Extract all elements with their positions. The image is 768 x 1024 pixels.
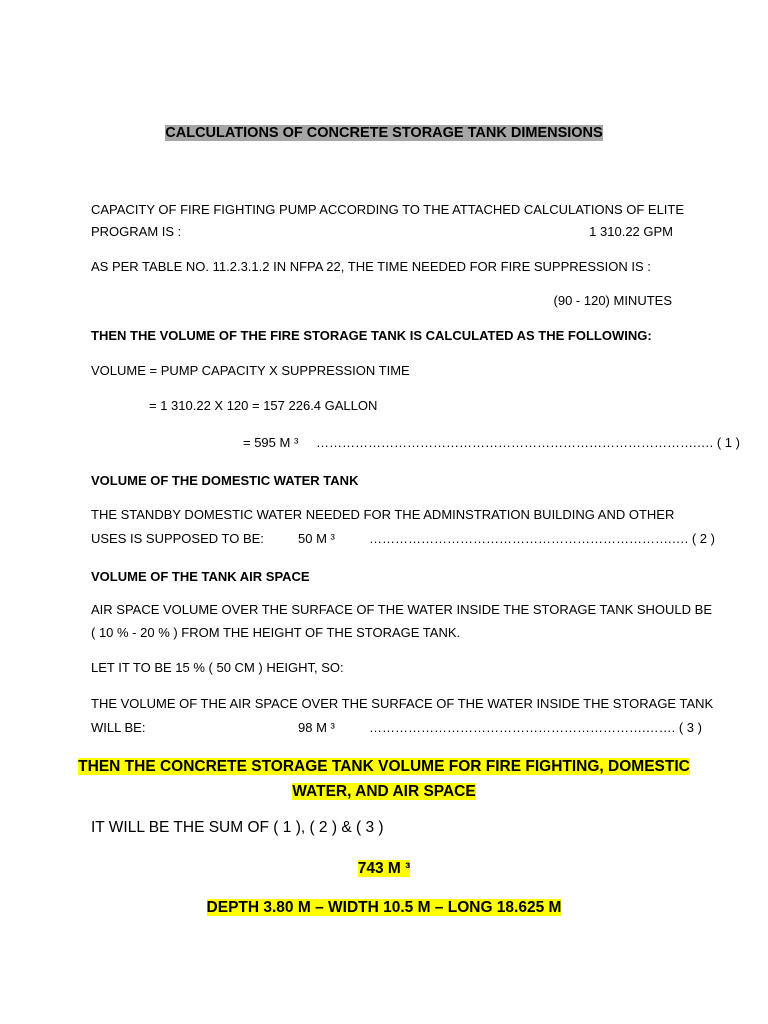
air-space-ref: ……………………………………………………….……. ( 3 ) (369, 720, 702, 735)
pump-capacity-line1: CAPACITY OF FIRE FIGHTING PUMP ACCORDING TO THE ATTACHED CALCULATIONS OF ELITE (91, 202, 685, 217)
domestic-line2: USES IS SUPPOSED TO BE: (91, 531, 264, 546)
air-space-line2: ( 10 % - 20 % ) FROM THE HEIGHT OF THE STORAGE TANK. (91, 625, 461, 640)
suppression-time-value: (90 - 120) MINUTES (553, 293, 672, 308)
total-volume-row (0, 857, 768, 881)
domestic-line1: THE STANDBY DOMESTIC WATER NEEDED FOR THE ADMINSTRATION BUILDING AND OTHER (91, 507, 675, 522)
fire-volume-heading: THEN THE VOLUME OF THE FIRE STORAGE TANK IS CALCULATED AS THE FOLLOWING: (91, 328, 652, 343)
pump-capacity-value: 1 310.22 GPM (589, 224, 673, 239)
air-space-line3: LET IT TO BE 15 % ( 50 CM ) HEIGHT, SO: (91, 660, 344, 675)
conclusion-line2: WATER, AND AIR SPACE (292, 783, 476, 800)
volume-formula: VOLUME = PUMP CAPACITY X SUPPRESSION TIME (91, 363, 410, 378)
domestic-heading: VOLUME OF THE DOMESTIC WATER TANK (91, 473, 359, 488)
conclusion-line1: THEN THE CONCRETE STORAGE TANK VOLUME FOR FIRE FIGHTING, DOMESTIC (78, 758, 690, 775)
air-space-line4: THE VOLUME OF THE AIR SPACE OVER THE SURFACE OF THE WATER INSIDE THE STORAGE TANK (91, 696, 714, 711)
total-volume: 743 M ³ (357, 860, 411, 877)
air-space-line5: WILL BE: (91, 720, 146, 735)
air-space-value: 98 M ³ (298, 720, 335, 735)
fire-volume-result: = 595 M ³ (243, 435, 299, 450)
tank-dimensions-row (0, 896, 768, 920)
tank-dimensions: DEPTH 3.80 M – WIDTH 10.5 M – LONG 18.625 M (206, 899, 562, 916)
conclusion-line2-row (0, 780, 768, 804)
fire-volume-ref: …………………………………………………………………………….…. ( 1 ) (316, 435, 740, 450)
domestic-ref: …………………………………………………………….…. ( 2 ) (369, 531, 715, 546)
air-space-heading: VOLUME OF THE TANK AIR SPACE (91, 569, 310, 584)
pump-capacity-line2: PROGRAM IS : (91, 224, 182, 239)
volume-calculation: = 1 310.22 X 120 = 157 226.4 GALLON (149, 398, 378, 413)
conclusion-line1-row (0, 755, 768, 779)
sum-statement: IT WILL BE THE SUM OF ( 1 ), ( 2 ) & ( 3 ) (91, 819, 384, 836)
air-space-line1: AIR SPACE VOLUME OVER THE SURFACE OF THE WATER INSIDE THE STORAGE TANK SHOULD BE (91, 602, 712, 617)
document-title-row (0, 124, 768, 142)
domestic-value: 50 M ³ (298, 531, 335, 546)
document-title: CALCULATIONS OF CONCRETE STORAGE TANK DIMENSIONS (165, 125, 603, 141)
suppression-time-line: AS PER TABLE NO. 11.2.3.1.2 IN NFPA 22, THE TIME NEEDED FOR FIRE SUPPRESSION IS : (91, 259, 651, 274)
